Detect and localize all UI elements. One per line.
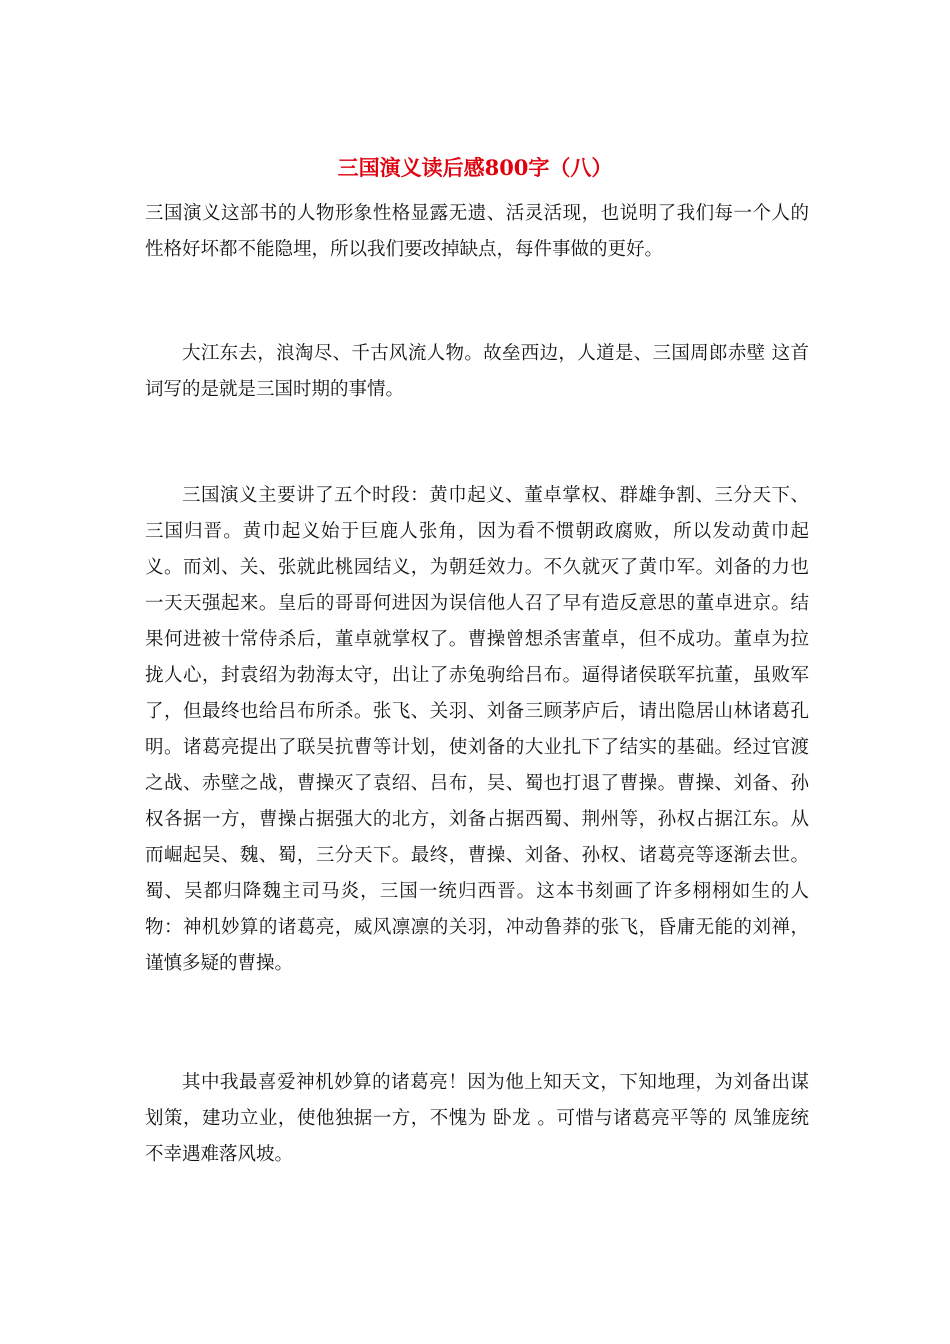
paragraph-intro: 三国演义这部书的人物形象性格显露无遗、活灵活现，也说明了我们每一个人的性格好坏都不能隐埋，所以我们要改掉缺点，每件事做的更好。 <box>145 203 809 260</box>
paragraph-favorite: 其中我最喜爱神机妙算的诸葛亮！因为他上知天文，下知地理，为刘备出谋划策，建功立业，使他独据一方，不愧为 卧龙 。可惜与诸葛亮平等的 凤雏庞统不幸遇难落风坡。 <box>145 1072 809 1165</box>
paragraph-poem: 大江东去，浪淘尽、千古风流人物。故垒西边，人道是、三国周郎赤壁 这首词写的是就是三国时期的事情。 <box>145 343 809 400</box>
paragraph-summary: 三国演义主要讲了五个时段：黄巾起义、董卓掌权、群雄争割、三分天下、三国归晋。黄巾起义始于巨鹿人张角，因为看不惯朝政腐败，所以发动黄巾起义。而刘、关、张就此桃园结义，为朝廷效力。不久就灭了黄巾军。刘备的力也一天天强起来。皇后的哥哥何进因为误信他人召了早有造反意思的董卓进京。结果何进被十常侍杀后，董卓就掌权了。曹操曾想杀害董卓，但不成功。董卓为拉拢人心，封袁绍为勃海太守，出让了赤兔驹给吕布。逼得诸侯联军抗董，虽败军了，但最终也给吕布所杀。张飞、关羽、刘备三顾茅庐后，请出隐居山林诸葛孔明。诸葛亮提出了联吴抗曹等计划，使刘备的大业扎下了结实的基础。经过官渡之战、赤壁之战，曹操灭了袁绍、吕布，吴、蜀也打退了曹操。曹操、刘备、孙权各据一方，曹操占据强大的北方，刘备占据西蜀、荆州等，孙权占据江东。从而崛起吴、魏、蜀，三分天下。最终，曹操、刘备、孙权、诸葛亮等逐渐去世。蜀、吴都归降魏主司马炎，三国一统归西晋。这本书刻画了许多栩栩如生的人物：神机妙算的诸葛亮，威风凛凛的关羽，冲动鲁莽的张飞，昏庸无能的刘禅，谨慎多疑的曹操。 <box>145 485 809 974</box>
document-title: 三国演义读后感800字（八） <box>337 155 613 180</box>
